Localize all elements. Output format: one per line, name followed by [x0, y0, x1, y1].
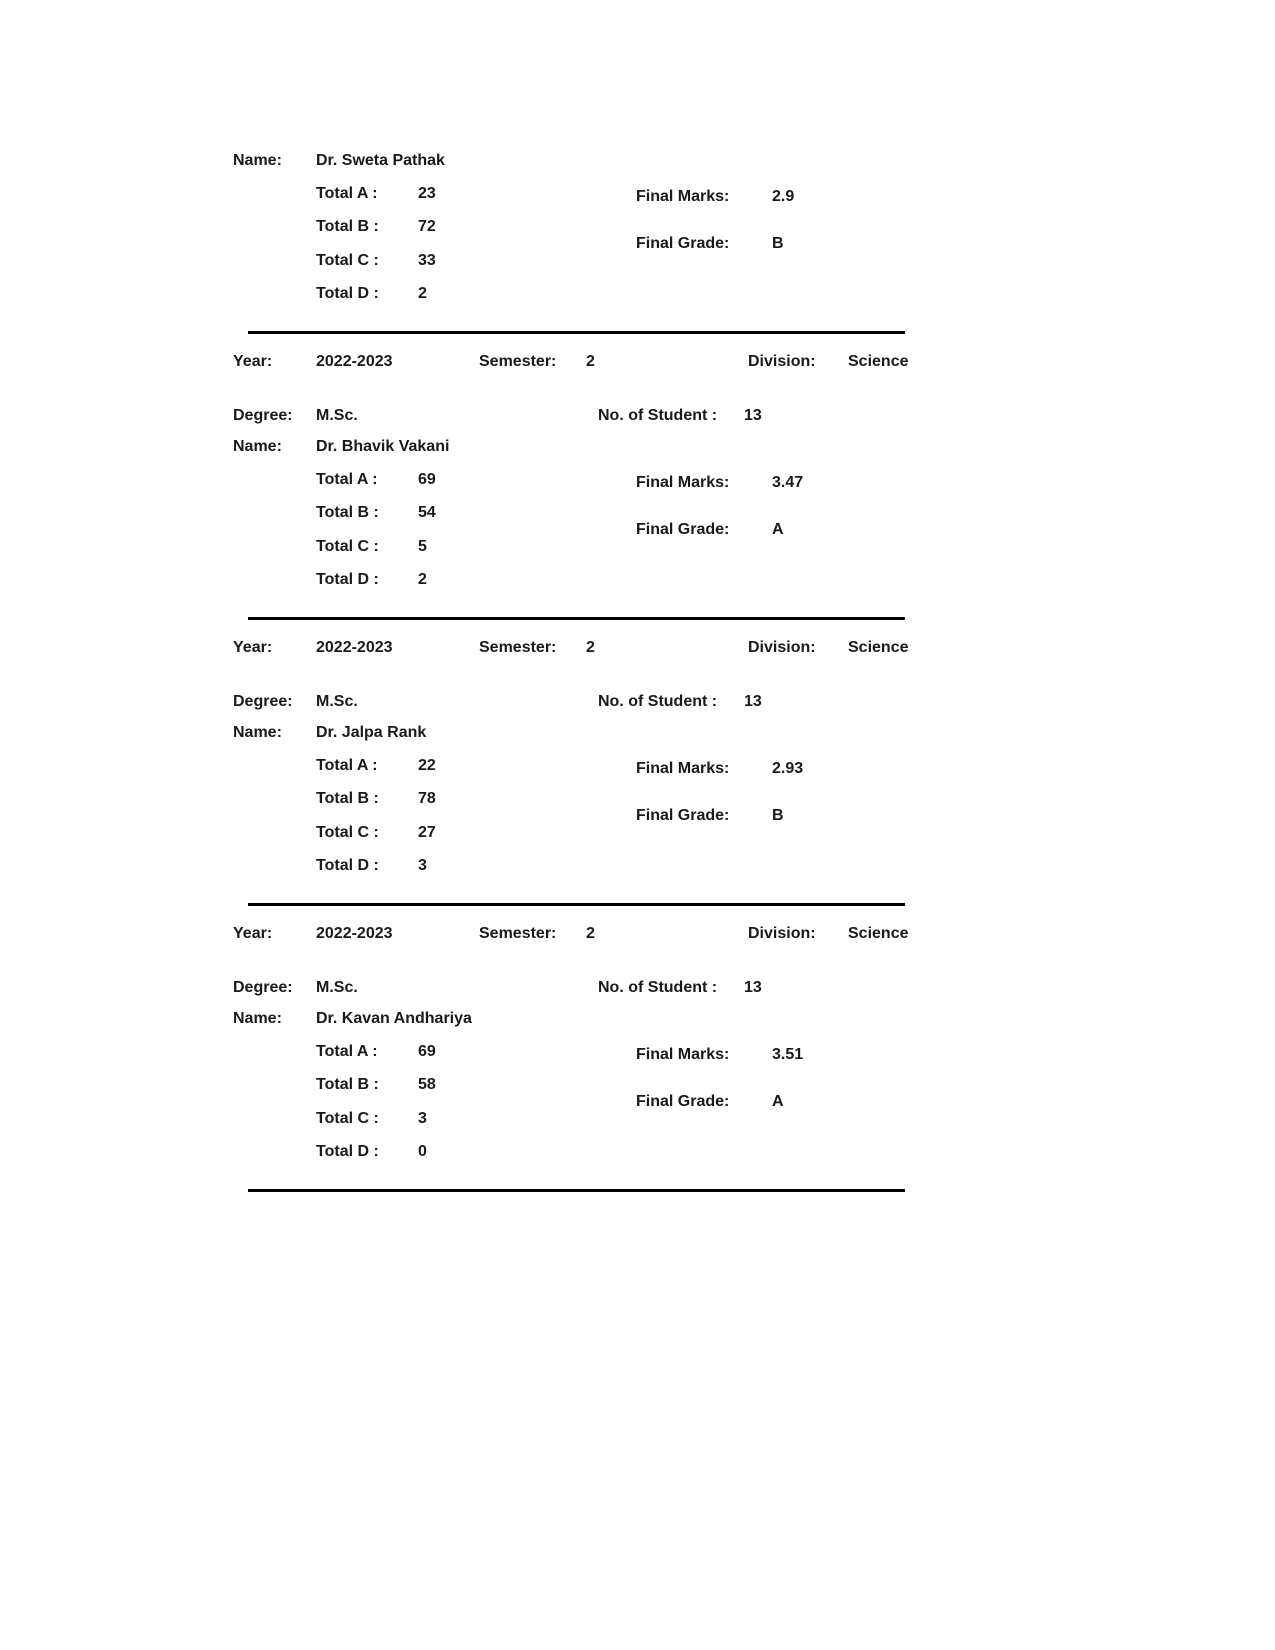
total-c-value: 5 — [418, 538, 427, 555]
students-label: No. of Student : — [598, 979, 718, 996]
division-value: Science — [848, 925, 909, 942]
total-b-label: Total B : — [316, 790, 379, 807]
final-grade-value: A — [772, 1093, 784, 1110]
total-b-label: Total B : — [316, 218, 379, 235]
total-d-value: 2 — [418, 571, 427, 588]
total-d-label: Total D : — [316, 1143, 379, 1160]
semester-label: Semester: — [479, 353, 557, 370]
students-value: 13 — [744, 407, 762, 424]
year-value: 2022-2023 — [316, 353, 393, 370]
name-label: Name: — [233, 724, 282, 741]
final-grade-label: Final Grade: — [636, 1093, 730, 1110]
degree-value: M.Sc. — [316, 407, 358, 424]
total-d-label: Total D : — [316, 571, 379, 588]
students-value: 13 — [744, 693, 762, 710]
semester-value: 2 — [586, 925, 595, 942]
total-a-value: 69 — [418, 471, 436, 488]
division-label: Division: — [748, 353, 816, 370]
final-marks-value: 2.9 — [772, 188, 795, 205]
degree-value: M.Sc. — [316, 979, 358, 996]
total-d-value: 0 — [418, 1143, 427, 1160]
total-a-label: Total A : — [316, 185, 378, 202]
name-value: Dr. Kavan Andhariya — [316, 1010, 472, 1027]
semester-label: Semester: — [479, 639, 557, 656]
final-grade-label: Final Grade: — [636, 807, 730, 824]
name-value: Dr. Bhavik Vakani — [316, 438, 450, 455]
final-grade-value: B — [772, 807, 784, 824]
final-marks-value: 3.47 — [772, 474, 804, 491]
final-grade-value: A — [772, 521, 784, 538]
final-marks-label: Final Marks: — [636, 1046, 730, 1063]
division-label: Division: — [748, 639, 816, 656]
final-grade-label: Final Grade: — [636, 521, 730, 538]
total-b-value: 72 — [418, 218, 436, 235]
total-b-value: 78 — [418, 790, 436, 807]
total-a-value: 23 — [418, 185, 436, 202]
total-c-value: 33 — [418, 252, 436, 269]
degree-label: Degree: — [233, 407, 293, 424]
name-label: Name: — [233, 438, 282, 455]
total-c-label: Total C : — [316, 252, 379, 269]
total-a-label: Total A : — [316, 1043, 378, 1060]
students-label: No. of Student : — [598, 407, 718, 424]
faculty-record — [0, 45, 1275, 335]
students-value: 13 — [744, 979, 762, 996]
total-c-label: Total C : — [316, 824, 379, 841]
students-label: No. of Student : — [598, 693, 718, 710]
total-a-label: Total A : — [316, 757, 378, 774]
final-marks-label: Final Marks: — [636, 188, 730, 205]
year-label: Year: — [233, 353, 273, 370]
division-value: Science — [848, 639, 909, 656]
name-label: Name: — [233, 152, 282, 169]
final-grade-value: B — [772, 235, 784, 252]
total-b-value: 54 — [418, 504, 436, 521]
final-marks-label: Final Marks: — [636, 474, 730, 491]
record-divider — [248, 1189, 905, 1192]
total-d-value: 3 — [418, 857, 427, 874]
name-value: Dr. Jalpa Rank — [316, 724, 427, 741]
total-b-value: 58 — [418, 1076, 436, 1093]
total-b-label: Total B : — [316, 504, 379, 521]
total-c-value: 27 — [418, 824, 436, 841]
total-a-label: Total A : — [316, 471, 378, 488]
faculty-record — [0, 617, 1275, 907]
division-label: Division: — [748, 925, 816, 942]
year-label: Year: — [233, 639, 273, 656]
final-marks-value: 3.51 — [772, 1046, 804, 1063]
total-a-value: 69 — [418, 1043, 436, 1060]
total-c-label: Total C : — [316, 538, 379, 555]
total-d-label: Total D : — [316, 857, 379, 874]
degree-value: M.Sc. — [316, 693, 358, 710]
name-label: Name: — [233, 1010, 282, 1027]
degree-label: Degree: — [233, 979, 293, 996]
total-c-value: 3 — [418, 1110, 427, 1127]
total-a-value: 22 — [418, 757, 436, 774]
degree-label: Degree: — [233, 693, 293, 710]
total-d-label: Total D : — [316, 285, 379, 302]
total-b-label: Total B : — [316, 1076, 379, 1093]
division-value: Science — [848, 353, 909, 370]
final-marks-label: Final Marks: — [636, 760, 730, 777]
year-label: Year: — [233, 925, 273, 942]
final-grade-label: Final Grade: — [636, 235, 730, 252]
year-value: 2022-2023 — [316, 639, 393, 656]
faculty-record — [0, 331, 1275, 621]
semester-label: Semester: — [479, 925, 557, 942]
total-d-value: 2 — [418, 285, 427, 302]
year-value: 2022-2023 — [316, 925, 393, 942]
final-marks-value: 2.93 — [772, 760, 804, 777]
name-value: Dr. Sweta Pathak — [316, 152, 445, 169]
semester-value: 2 — [586, 639, 595, 656]
faculty-record — [0, 903, 1275, 1193]
semester-value: 2 — [586, 353, 595, 370]
total-c-label: Total C : — [316, 1110, 379, 1127]
